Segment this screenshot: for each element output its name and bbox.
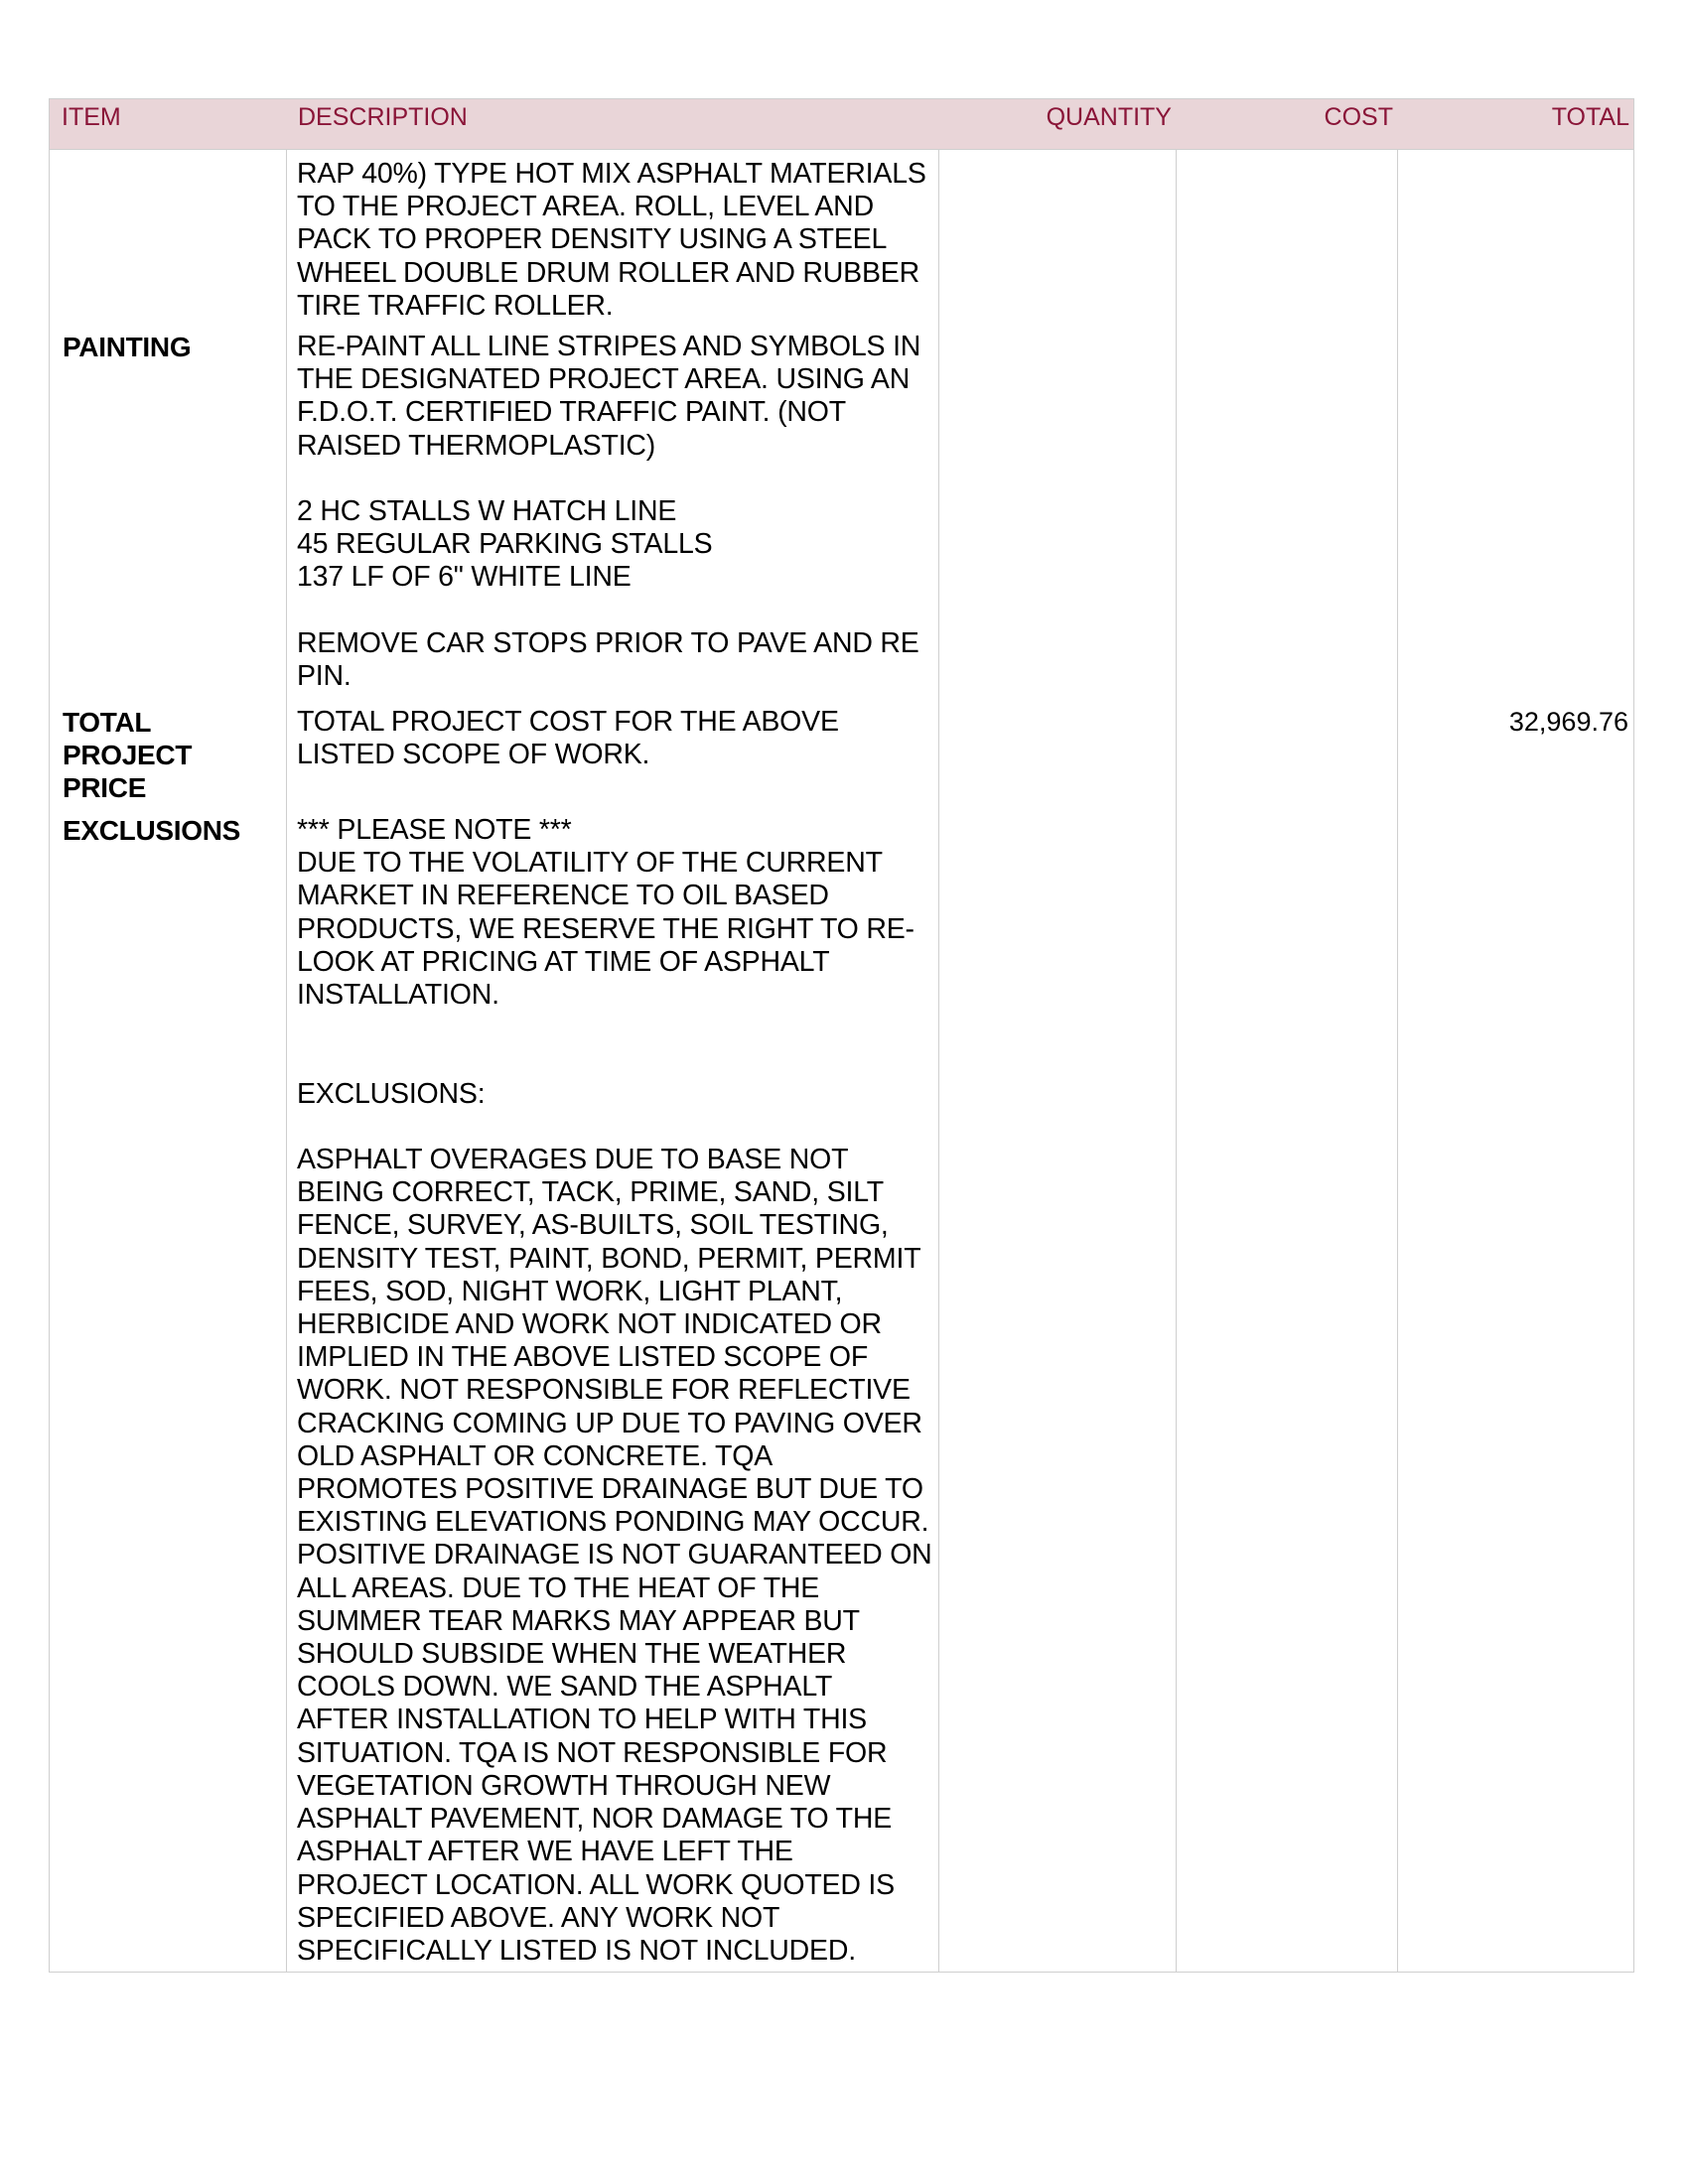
row-item-painting: PAINTING <box>63 332 192 362</box>
estimate-table <box>49 98 1634 1973</box>
column-divider <box>1397 99 1398 1972</box>
header-quantity: QUANTITY <box>1046 103 1172 131</box>
row-item-total-project-price: TOTAL PROJECT PRICE <box>63 707 193 803</box>
header-item: ITEM <box>62 103 121 131</box>
table-header-row <box>50 99 1633 150</box>
column-divider <box>1176 99 1177 1972</box>
row-description-painting: RE-PAINT ALL LINE STRIPES AND SYMBOLS IN THE DESIGNATED PROJECT AREA. USING AN F.D.O.T. CERTIFIED TRAFFIC PAINT. (NOT RAISED THERMOPLASTIC) 2 HC STALLS W HATCH LINE 45 REGULAR PARKING STALLS 137 LF OF 6" WHITE LINE REMOVE CAR STOPS PRIOR TO PAVE AND RE PIN. <box>297 331 921 693</box>
header-description: DESCRIPTION <box>298 103 468 131</box>
row-description-exclusions: *** PLEASE NOTE *** DUE TO THE VOLATILITY OF THE CURRENT MARKET IN REFERENCE TO OIL BASED PRODUCTS, WE RESERVE THE RIGHT TO RE- LOOK AT PRICING AT TIME OF ASPHALT INSTALLATION. EXCLUSIONS: ASPHALT OVERAGES DUE TO BASE NOT BEING CORRECT, TACK, PRIME, SAND, SILT FENCE, SURVEY, AS-BUILTS, SOIL TESTING, DENSITY TEST, PAINT, BOND, PERMIT, PERMIT FEES, SOD, NIGHT WORK, LIGHT PLANT, HERBICIDE AND WORK NOT INDICATED OR IMPLIED IN THE ABOVE LISTED SCOPE OF WORK. NOT RESPONSIBLE FOR REFLECTIVE CRACKING COMING UP DUE TO PAVING OVER OLD ASPHALT OR CONCRETE. TQA PROMOTES POSITIVE DRAINAGE BUT DUE TO EXISTING ELEVATIONS PONDING MAY OCCUR. POSITIVE DRAINAGE IS NOT GUARANTEED ON ALL AREAS. DUE TO THE HEAT OF THE SUMMER TEAR MARKS MAY APPEAR BUT SHOULD SUBSIDE WHEN THE WEATHER COOLS DOWN. WE SAND THE ASPHALT AFTER INSTALLATION TO HELP WITH THIS SITUATION. TQA IS NOT RESPONSIBLE FOR VEGETATION GROWTH THROUGH NEW ASPHALT PAVEMENT, NOR DAMAGE TO THE ASPHALT AFTER WE HAVE LEFT THE PROJECT LOCATION. ALL WORK QUOTED IS SPECIFIED ABOVE. ANY WORK NOT SPECIFICALLY LISTED IS NOT INCLUDED. <box>297 814 932 1967</box>
header-cost: COST <box>1324 103 1393 131</box>
row-item-exclusions: EXCLUSIONS <box>63 815 241 846</box>
row-total-value: 32,969.76 <box>1508 707 1628 737</box>
row-description-total: TOTAL PROJECT COST FOR THE ABOVE LISTED SCOPE OF WORK. <box>297 706 839 771</box>
column-divider <box>286 99 287 1972</box>
row-description-asphalt: RAP 40%) TYPE HOT MIX ASPHALT MATERIALS TO THE PROJECT AREA. ROLL, LEVEL AND PACK TO PROPER DENSITY USING A STEEL WHEEL DOUBLE DRUM ROLLER AND RUBBER TIRE TRAFFIC ROLLER. <box>297 158 926 322</box>
header-total: TOTAL <box>1551 103 1629 131</box>
